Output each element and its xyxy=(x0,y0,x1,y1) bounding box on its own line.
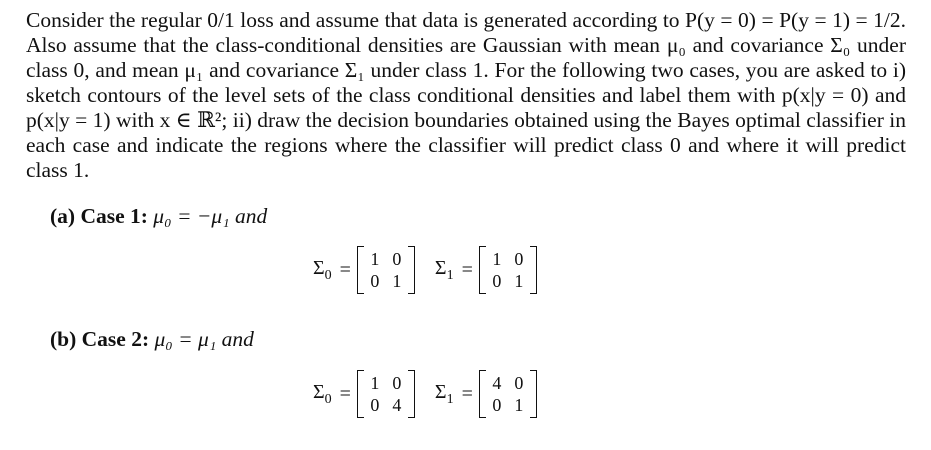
case-b-sigma1-equation xyxy=(435,370,537,418)
case-b-sigma0-matrix xyxy=(357,370,415,418)
matrix-cell: 1 xyxy=(370,373,380,393)
case-b-sigma0-symbol: $\Sigma_0$ xyxy=(313,380,332,407)
case-a-sigma0-equation xyxy=(313,246,415,294)
case-a-label: (a) Case 1: xyxy=(50,204,148,228)
case-a-condition: μ₀ = −μ₁ and xyxy=(153,204,268,228)
case-a-sigma1-symbol: $\Sigma_1$ xyxy=(434,256,454,283)
matrix-cell: 0 xyxy=(492,271,502,291)
equals-sign: = xyxy=(339,382,351,405)
matrix-cell: 0 xyxy=(514,373,524,393)
matrix-cell: 0 xyxy=(392,249,402,269)
problem-statement: Consider the regular 0/1 loss and assume that data is generated according to P(y = 0) = P(y = 1) = 1/2. Also assume that the class-conditional densities are Gaussian with mean μ₀ and covariance Σ₀ under class 0, and mean μ₁ and covariance Σ₁ under class 1. For the following two cases, you are asked to i) sketch contours of the level sets of the class conditional densities and label them with p(x|y = 0) and p(x|y = 1) with x ∈ ℝ²; ii) draw the decision boundaries obtained using the Bayes optimal classifier in each case and indicate the regions where the classifier will predict class 0 and where it will predict class 1. xyxy=(26,8,906,182)
case-a-sigma0-symbol: $\Sigma_0$ xyxy=(313,256,332,283)
matrix-cell: 4 xyxy=(492,373,502,393)
case-b-sigma0-equation xyxy=(313,370,415,418)
matrix-cell: 1 xyxy=(370,249,380,269)
case-a-matrices xyxy=(313,246,557,294)
equals-sign: = xyxy=(461,382,473,405)
matrix-cell: 4 xyxy=(392,395,402,415)
case-b-label: (b) Case 2: xyxy=(50,327,150,351)
matrix-cell: 1 xyxy=(514,271,524,291)
case-a-sigma1-matrix xyxy=(479,246,537,294)
matrix-cell: 0 xyxy=(370,271,380,291)
case-b-sigma1-matrix xyxy=(479,370,537,418)
case-b-condition: μ₀ = μ₁ and xyxy=(154,327,254,351)
matrix-cell: 1 xyxy=(514,395,524,415)
matrix-cell: 0 xyxy=(370,395,380,415)
case-b-sigma1-symbol: $\Sigma_1$ xyxy=(434,380,454,407)
case-a-sigma1-equation xyxy=(435,246,537,294)
matrix-cell: 0 xyxy=(492,395,502,415)
matrix-cell: 1 xyxy=(392,271,402,291)
case-a-heading xyxy=(50,204,267,229)
matrix-cell: 0 xyxy=(514,249,524,269)
matrix-cell: 0 xyxy=(392,373,402,393)
case-a-sigma0-matrix xyxy=(357,246,415,294)
matrix-cell: 1 xyxy=(492,249,502,269)
equals-sign: = xyxy=(339,258,351,281)
equals-sign: = xyxy=(461,258,473,281)
case-b-matrices xyxy=(313,370,557,418)
case-b-heading xyxy=(50,327,254,352)
